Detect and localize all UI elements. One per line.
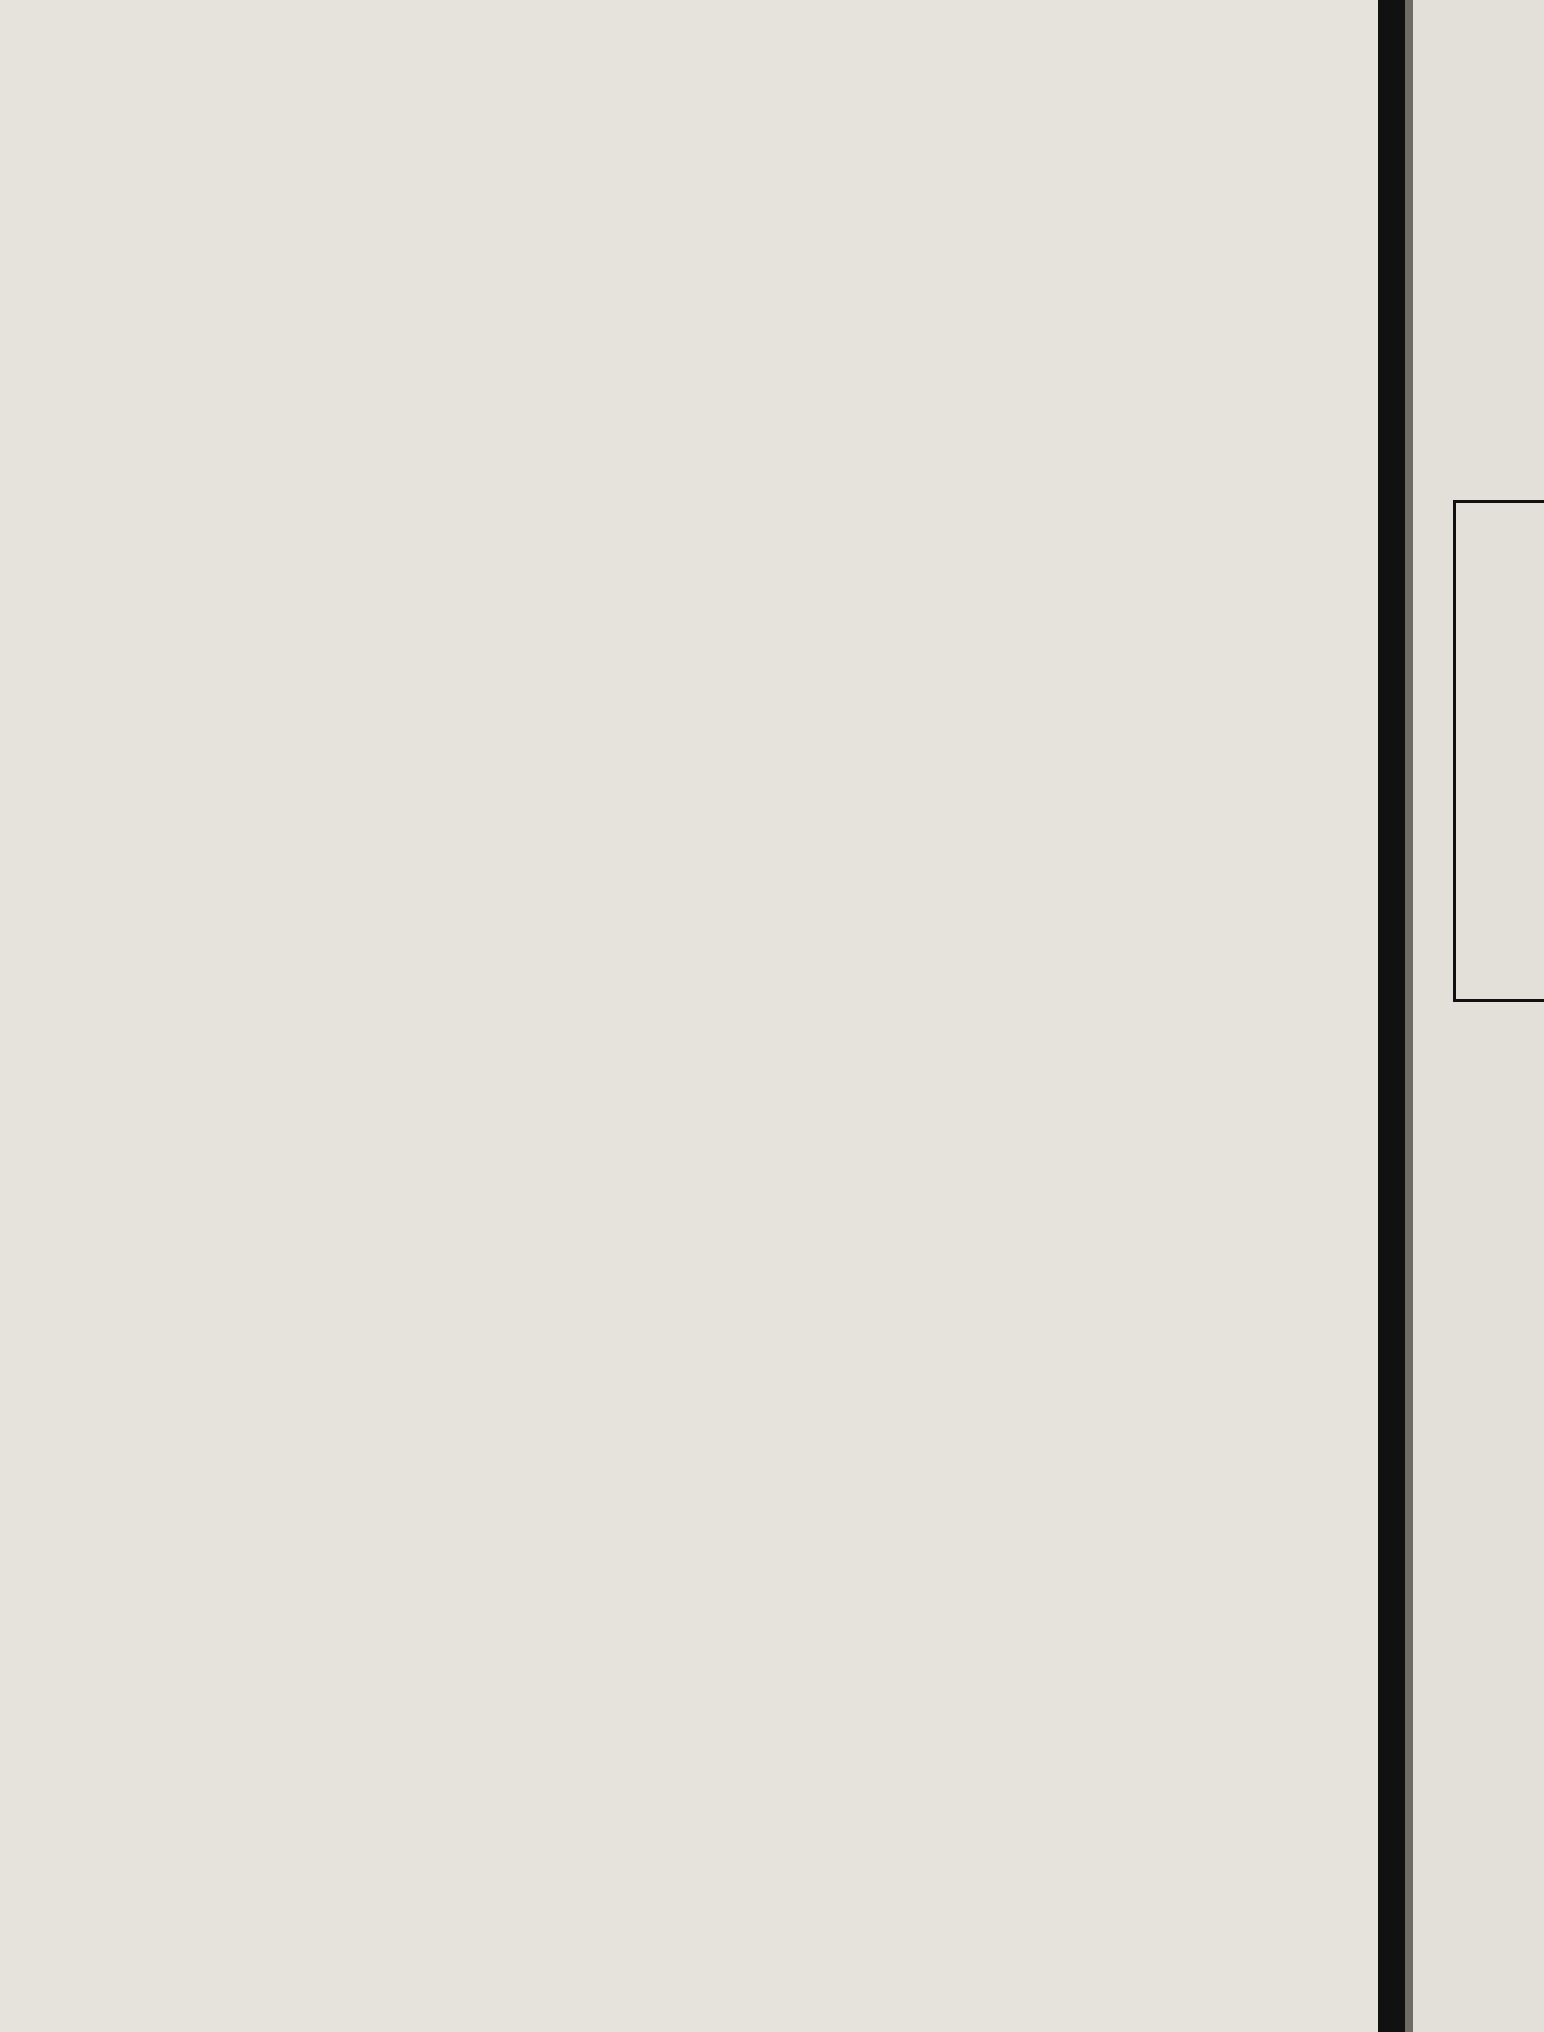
left-column	[167, 176, 733, 192]
page-header	[166, 112, 1340, 158]
facing-page-callout-box	[1453, 500, 1544, 1002]
binding-gutter	[1378, 0, 1406, 2032]
right-column	[772, 176, 1338, 202]
binding-shadow	[1405, 0, 1413, 2032]
facing-page	[1413, 0, 1544, 2032]
